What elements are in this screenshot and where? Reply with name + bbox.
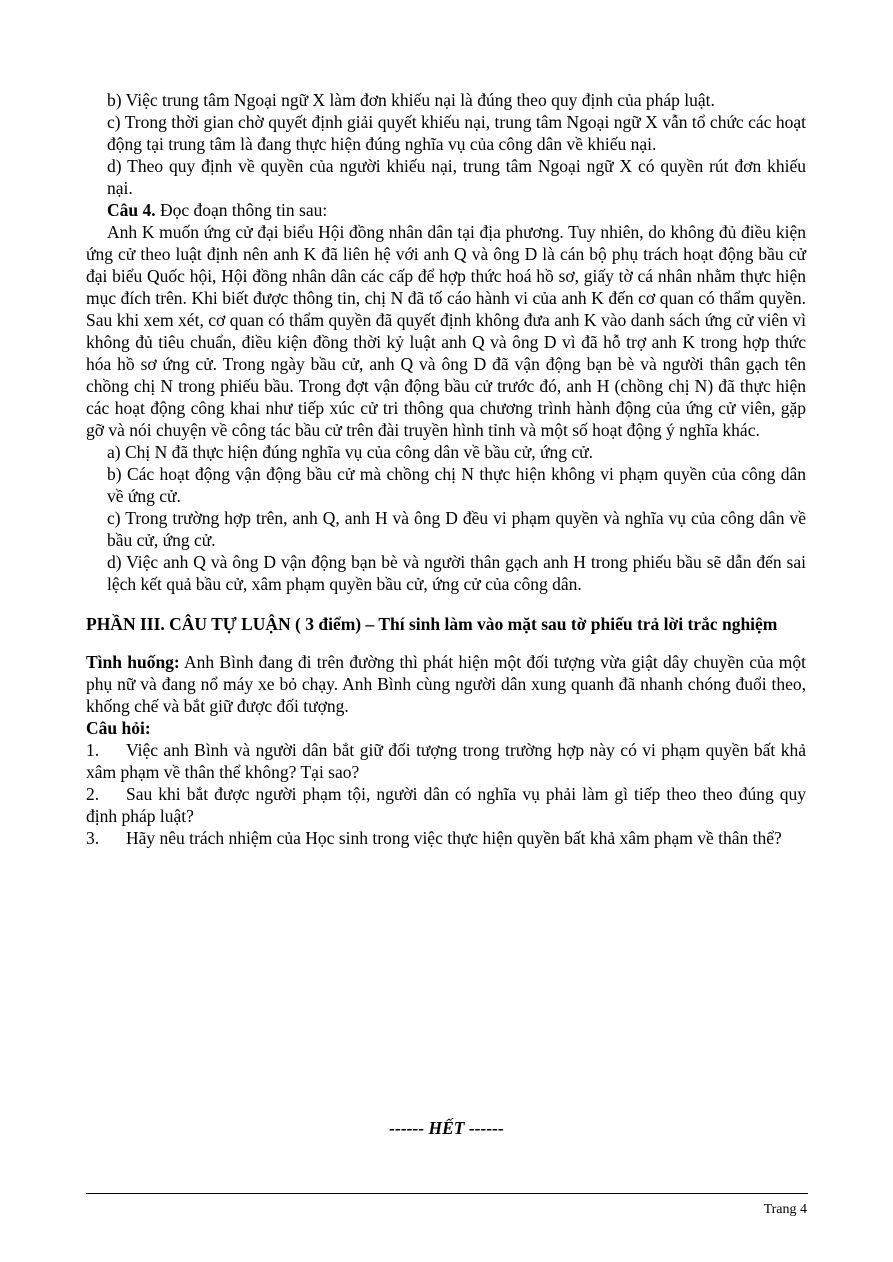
part3-title: PHẦN III. CÂU TỰ LUẬN ( 3 điểm) – Thí sinh làm vào mặt sau tờ phiếu trả lời trắc nghiệm bbox=[86, 614, 778, 634]
page-content bbox=[86, 89, 806, 849]
question-2 bbox=[86, 783, 806, 827]
question-3-text: Hãy nêu trách nhiệm của Học sinh trong việc thực hiện quyền bất khả xâm phạm về thân thể? bbox=[126, 828, 782, 848]
q3-option-d: d) Theo quy định về quyền của người khiếu nại, trung tâm Ngoại ngữ X có quyền rút đơn khiếu nại. bbox=[107, 156, 806, 198]
spacer bbox=[86, 635, 806, 651]
q3-option-b: b) Việc trung tâm Ngoại ngữ X làm đơn khiếu nại là đúng theo quy định của pháp luật. bbox=[107, 90, 715, 110]
question-2-number: 2. bbox=[86, 784, 100, 804]
question-1-number: 1. bbox=[86, 740, 100, 760]
question-1 bbox=[86, 739, 806, 783]
q4-passage: Anh K muốn ứng cử đại biểu Hội đồng nhân dân tại địa phương. Tuy nhiên, do không đủ điều kiện ứng cử theo luật định nên anh K đã liên hệ với anh Q và ông D là cán bộ phụ trách hoạt động bầu cử đại biểu Quốc hội, Hội đồng nhân dân các cấp để hợp thức hoá hồ sơ, giấy tờ cá nhân nhằm thực hiện mục đích trên. Khi biết được thông tin, chị N đã tố cáo hành vi của anh K đến cơ quan có thẩm quyền. Sau khi xem xét, cơ quan có thẩm quyền đã quyết định không đưa anh K vào danh sách ứng cử viên vì không đủ tiêu chuẩn, điều kiện đồng thời kỷ luật anh Q và ông D vì đã hỗ trợ anh K trong hợp thức hóa hồ sơ ứng cử. Trong ngày bầu cử, anh Q và ông D đã vận động bạn bè và người thân gạch tên chồng chị N trong phiếu bầu. Trong đợt vận động bầu cử trước đó, anh H (chồng chị N) đã thực hiện các hoạt động công khai như tiếp xúc cử tri thông qua chương trình hành động của ứng cử viên, gặp gỡ và nói chuyện về công tác bầu cử trên đài truyền hình tỉnh và một số hoạt động ý nghĩa khác. bbox=[86, 222, 806, 440]
q4-heading bbox=[86, 199, 806, 221]
page-number: Trang 4 bbox=[763, 1202, 807, 1217]
situation-paragraph bbox=[86, 651, 806, 717]
q4-instruction: Đọc đoạn thông tin sau: bbox=[155, 200, 328, 220]
footer-divider bbox=[86, 1193, 808, 1194]
question-1-text: Việc anh Bình và người dân bắt giữ đối tượng trong trường hợp này có vi phạm quyền bất khả xâm phạm về thân thể không? Tại sao? bbox=[86, 740, 806, 782]
question-3 bbox=[86, 827, 806, 849]
q4-option-b: b) Các hoạt động vận động bầu cử mà chồng chị N thực hiện không vi phạm quyền của công dân về ứng cử. bbox=[107, 464, 806, 506]
questions-label: Câu hỏi: bbox=[86, 718, 151, 738]
q4-label: Câu 4. bbox=[107, 200, 156, 220]
q3-option-c: c) Trong thời gian chờ quyết định giải quyết khiếu nại, trung tâm Ngoại ngữ X vẫn tổ chức các hoạt động tại trung tâm là đang thực hiện đúng nghĩa vụ của công dân về khiếu nại. bbox=[107, 112, 806, 154]
q4-option-c: c) Trong trường hợp trên, anh Q, anh H và ông D đều vi phạm quyền và nghĩa vụ của công dân về bầu cử, ứng cử. bbox=[107, 508, 806, 550]
q4-option-d: d) Việc anh Q và ông D vận động bạn bè và người thân gạch anh H trong phiếu bầu sẽ dẫn đến sai lệch kết quả bầu cử, xâm phạm quyền bầu cử, ứng cử của công dân. bbox=[107, 552, 806, 594]
question-3-number: 3. bbox=[86, 828, 100, 848]
q4-option-a: a) Chị N đã thực hiện đúng nghĩa vụ của công dân về bầu cử, ứng cử. bbox=[107, 442, 594, 462]
situation-text: Anh Bình đang đi trên đường thì phát hiện một đối tượng vừa giật dây chuyền của một phụ nữ và đang nổ máy xe bỏ chạy. Anh Bình cùng người dân xung quanh đã nhanh chóng đuổi theo, khống chế và bắt giữ được đối tượng. bbox=[86, 652, 806, 716]
end-marker: ------ HẾT ------ bbox=[389, 1118, 504, 1138]
question-2-text: Sau khi bắt được người phạm tội, người dân có nghĩa vụ phải làm gì tiếp theo theo đúng quy định pháp luật? bbox=[86, 784, 806, 826]
situation-label: Tình huống: bbox=[86, 652, 180, 672]
